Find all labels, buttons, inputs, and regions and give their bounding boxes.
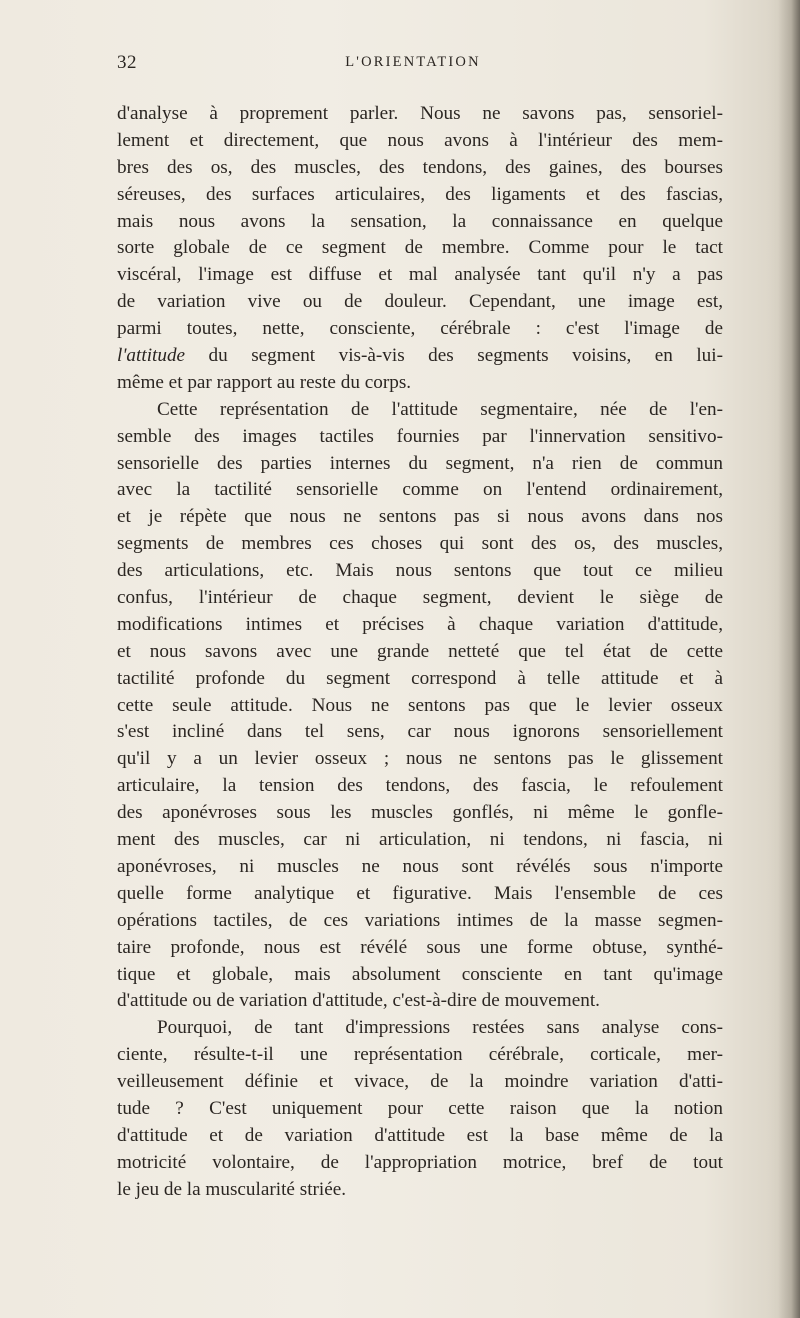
text-line: le jeu de la muscularité striée. <box>117 1178 347 1200</box>
text-line: cette seule attitude. Nous ne sentons pas que le levier osseux <box>117 694 723 716</box>
paragraph <box>117 101 723 397</box>
text-line: lement et directement, que nous avons à l'intérieur des mem- <box>117 129 723 151</box>
text-line: l'attitude du segment vis-à-vis des segments voisins, en lui- <box>117 345 723 367</box>
text-line: d'attitude et de variation d'attitude est la base même de la <box>117 1124 723 1146</box>
text-line: même et par rapport au reste du corps. <box>117 371 412 393</box>
text-line: viscéral, l'image est diffuse et mal analysée tant qu'il n'y a pas <box>117 264 723 286</box>
text-line: tactilité profonde du segment correspond à telle attitude et à <box>117 667 723 689</box>
text-line: qu'il y a un levier osseux ; nous ne sentons pas le glissement <box>117 748 723 770</box>
text-line: s'est incliné dans tel sens, car nous ignorons sensoriellement <box>117 721 723 743</box>
text-line: mais nous avons la sensation, la connaissance en quelque <box>117 210 723 232</box>
text-line: aponévroses, ni muscles ne nous sont révélés sous n'importe <box>117 855 723 877</box>
text-line: articulaire, la tension des tendons, des fascia, le refoulement <box>117 775 723 797</box>
text-line: sensorielle des parties internes du segment, n'a rien de commun <box>117 452 723 474</box>
text-line: Cette représentation de l'attitude segmentaire, née de l'en- <box>157 398 723 420</box>
paragraph <box>117 1015 723 1203</box>
text-line: d'analyse à proprement parler. Nous ne savons pas, sensoriel- <box>117 103 723 124</box>
text-line: tique et globale, mais absolument consciente en tant qu'image <box>117 963 723 985</box>
text-line: modifications intimes et précises à chaque variation d'attitude, <box>117 613 723 635</box>
text-line: bres des os, des muscles, des tendons, des gaines, des bourses <box>117 156 723 178</box>
paragraph <box>117 397 723 1015</box>
text-line: avec la tactilité sensorielle comme on l'entend ordinairement, <box>117 479 723 501</box>
text-line: quelle forme analytique et figurative. Mais l'ensemble de ces <box>117 882 723 904</box>
text-line: confus, l'intérieur de chaque segment, devient le siège de <box>117 587 723 609</box>
text-line: tude ? C'est uniquement pour cette raison que la notion <box>117 1097 723 1119</box>
text-line: ciente, résulte-t-il une représentation cérébrale, corticale, mer- <box>117 1044 723 1066</box>
text-line: motricité volontaire, de l'appropriation motrice, bref de tout <box>117 1151 723 1173</box>
text-line: de variation vive ou de douleur. Cependant, une image est, <box>117 291 723 313</box>
text-line: ment des muscles, car ni articulation, ni tendons, ni fascia, ni <box>117 829 723 851</box>
page-number: 32 <box>117 52 137 73</box>
running-title: L'ORIENTATION <box>345 54 481 70</box>
text-line: veilleusement définie et vivace, de la moindre variation d'atti- <box>117 1071 723 1093</box>
text-line: séreuses, des surfaces articulaires, des ligaments et des fascias, <box>117 183 723 205</box>
text-line: des aponévroses sous les muscles gonflés, ni même le gonfle- <box>117 802 723 824</box>
page-edge-shadow <box>778 0 800 1318</box>
text-line: et nous savons avec une grande netteté que tel état de cette <box>117 640 723 662</box>
text-line: d'attitude ou de variation d'attitude, c'est-à-dire de mouvement. <box>117 990 600 1012</box>
text-line: Pourquoi, de tant d'impressions restées sans analyse cons- <box>157 1017 723 1039</box>
text-line: sorte globale de ce segment de membre. Comme pour le tact <box>117 237 723 259</box>
text-line: parmi toutes, nette, consciente, cérébrale : c'est l'image de <box>117 318 723 340</box>
text-line: opérations tactiles, de ces variations intimes de la masse segmen- <box>117 909 723 931</box>
text-line: semble des images tactiles fournies par l'innervation sensitivo- <box>117 425 723 447</box>
text-line: taire profonde, nous est révélé sous une forme obtuse, synthé- <box>117 936 723 958</box>
text-line: des articulations, etc. Mais nous sentons que tout ce milieu <box>117 560 723 582</box>
running-head <box>117 52 709 80</box>
body-text <box>117 101 723 1204</box>
text-line: segments de membres ces choses qui sont des os, des muscles, <box>117 533 723 555</box>
text-line: et je répète que nous ne sentons pas si nous avons dans nos <box>117 506 723 528</box>
